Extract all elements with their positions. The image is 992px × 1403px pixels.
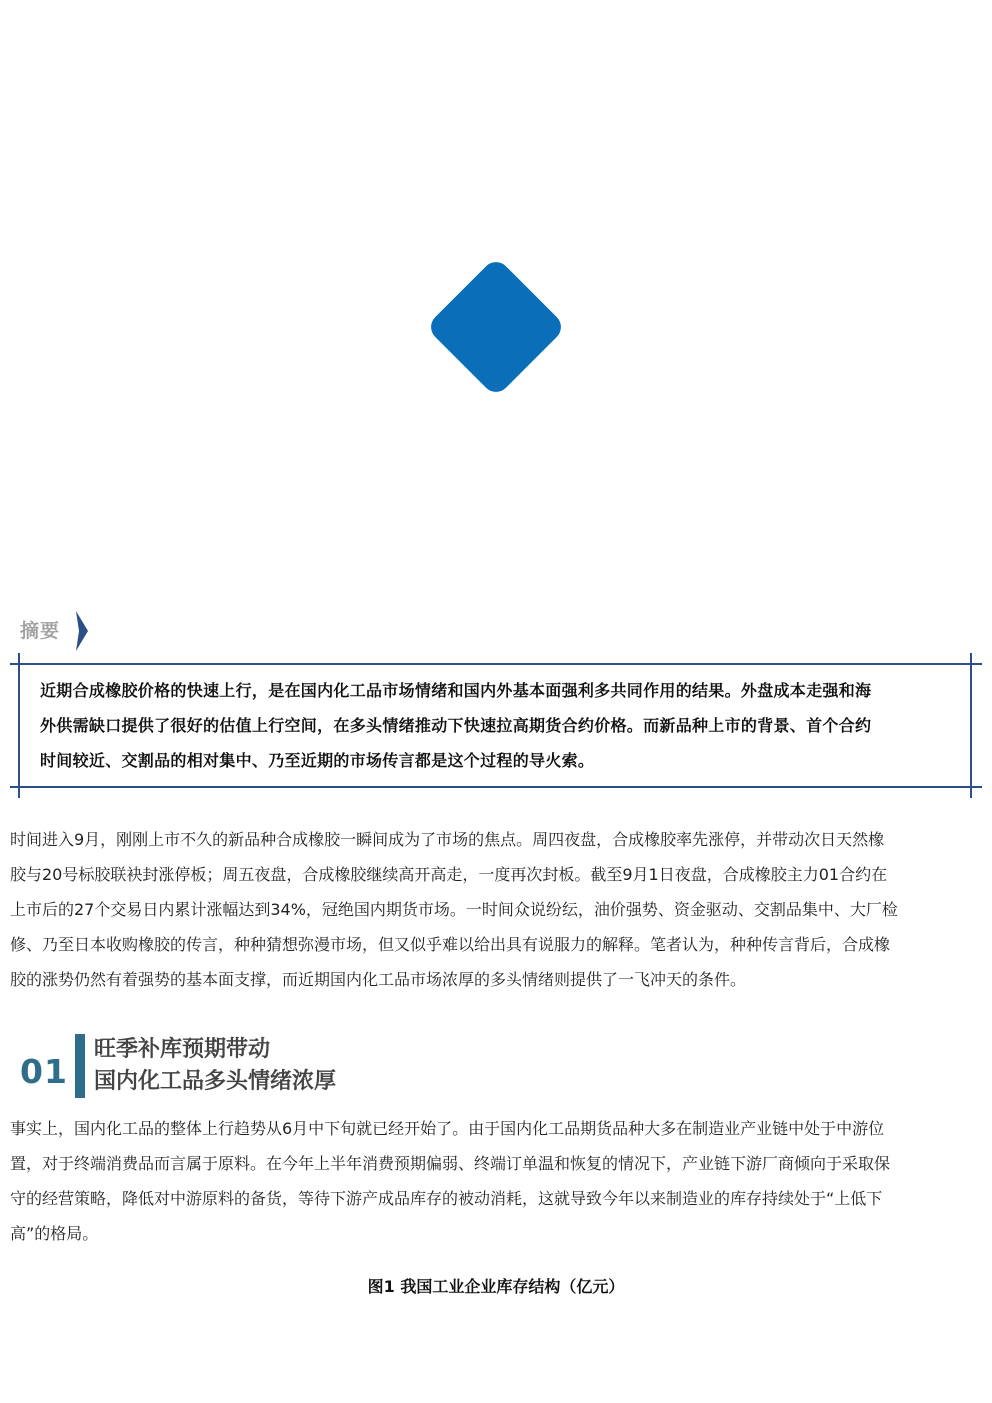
paragraph-line: 置，对于终端消费品而言属于原料。在今年上半年消费预期偏弱、终端订单温和恢复的情况下，产业链下游厂商倾向于采取保 [10, 1154, 891, 1173]
cover-diamond-graphic [425, 256, 566, 397]
section-title-line: 国内化工品多头情绪浓厚 [94, 1069, 337, 1094]
abstract-line: 近期合成橡胶价格的快速上行，是在国内化工品市场情绪和国内外基本面强利多共同作用的结果。外盘成本走强和海 [40, 681, 872, 700]
paragraph-line: 高”的格局。 [10, 1224, 99, 1243]
section-title-line: 旺季补库预期带动 [94, 1037, 271, 1062]
paragraph-line: 胶与20号标胶联袂封涨停板；周五夜盘，合成橡胶继续高开高走，一度再次封板。截至9月1日夜盘，合成橡胶主力01合约在 [10, 865, 888, 884]
abstract-text [40, 673, 954, 778]
abstract-line: 外供需缺口提供了很好的估值上行空间，在多头情绪推动下快速拉高期货合约价格。而新品种上市的背景、首个合约 [40, 716, 872, 735]
paragraph-line: 胶的涨势仍然有着强势的基本面支撑，而近期国内化工品市场浓厚的多头情绪则提供了一飞冲天的条件。 [10, 970, 747, 989]
paragraph-line: 时间进入9月，刚刚上市不久的新品种合成橡胶一瞬间成为了市场的焦点。周四夜盘，合成橡胶率先涨停，并带动次日天然橡 [10, 830, 885, 849]
section-title [94, 1034, 336, 1098]
paragraph-line: 守的经营策略，降低对中游原料的备货，等待下游产成品库存的被动消耗，这就导致今年以来制造业的库存持续处于“上低下 [10, 1189, 883, 1208]
chevron-right-icon [76, 611, 88, 651]
paragraph-line: 修、乃至日本收购橡胶的传言，种种猜想弥漫市场，但又似乎难以给出具有说服力的解释。笔者认为，种种传言背后，合成橡 [10, 935, 891, 954]
intro-paragraph [10, 822, 982, 997]
abstract-label: 摘要 [20, 620, 61, 642]
section-number: 01 [20, 1052, 68, 1091]
abstract-line: 时间较近、交割品的相对集中、乃至近期的市场传言都是这个过程的导火索。 [40, 751, 595, 770]
paragraph-line: 上市后的27个交易日内累计涨幅达到34%，冠绝国内期货市场。一时间众说纷纭，油价强势、资金驱动、交割品集中、大厂检 [10, 900, 898, 919]
figure-caption: 图1 我国工业企业库存结构（亿元） [367, 1277, 625, 1296]
section-divider-bar [75, 1034, 85, 1098]
paragraph-line: 事实上，国内化工品的整体上行趋势从6月中下旬就已经开始了。由于国内化工品期货品种大多在制造业产业链中处于中游位 [10, 1119, 885, 1138]
section-paragraph [10, 1111, 982, 1251]
